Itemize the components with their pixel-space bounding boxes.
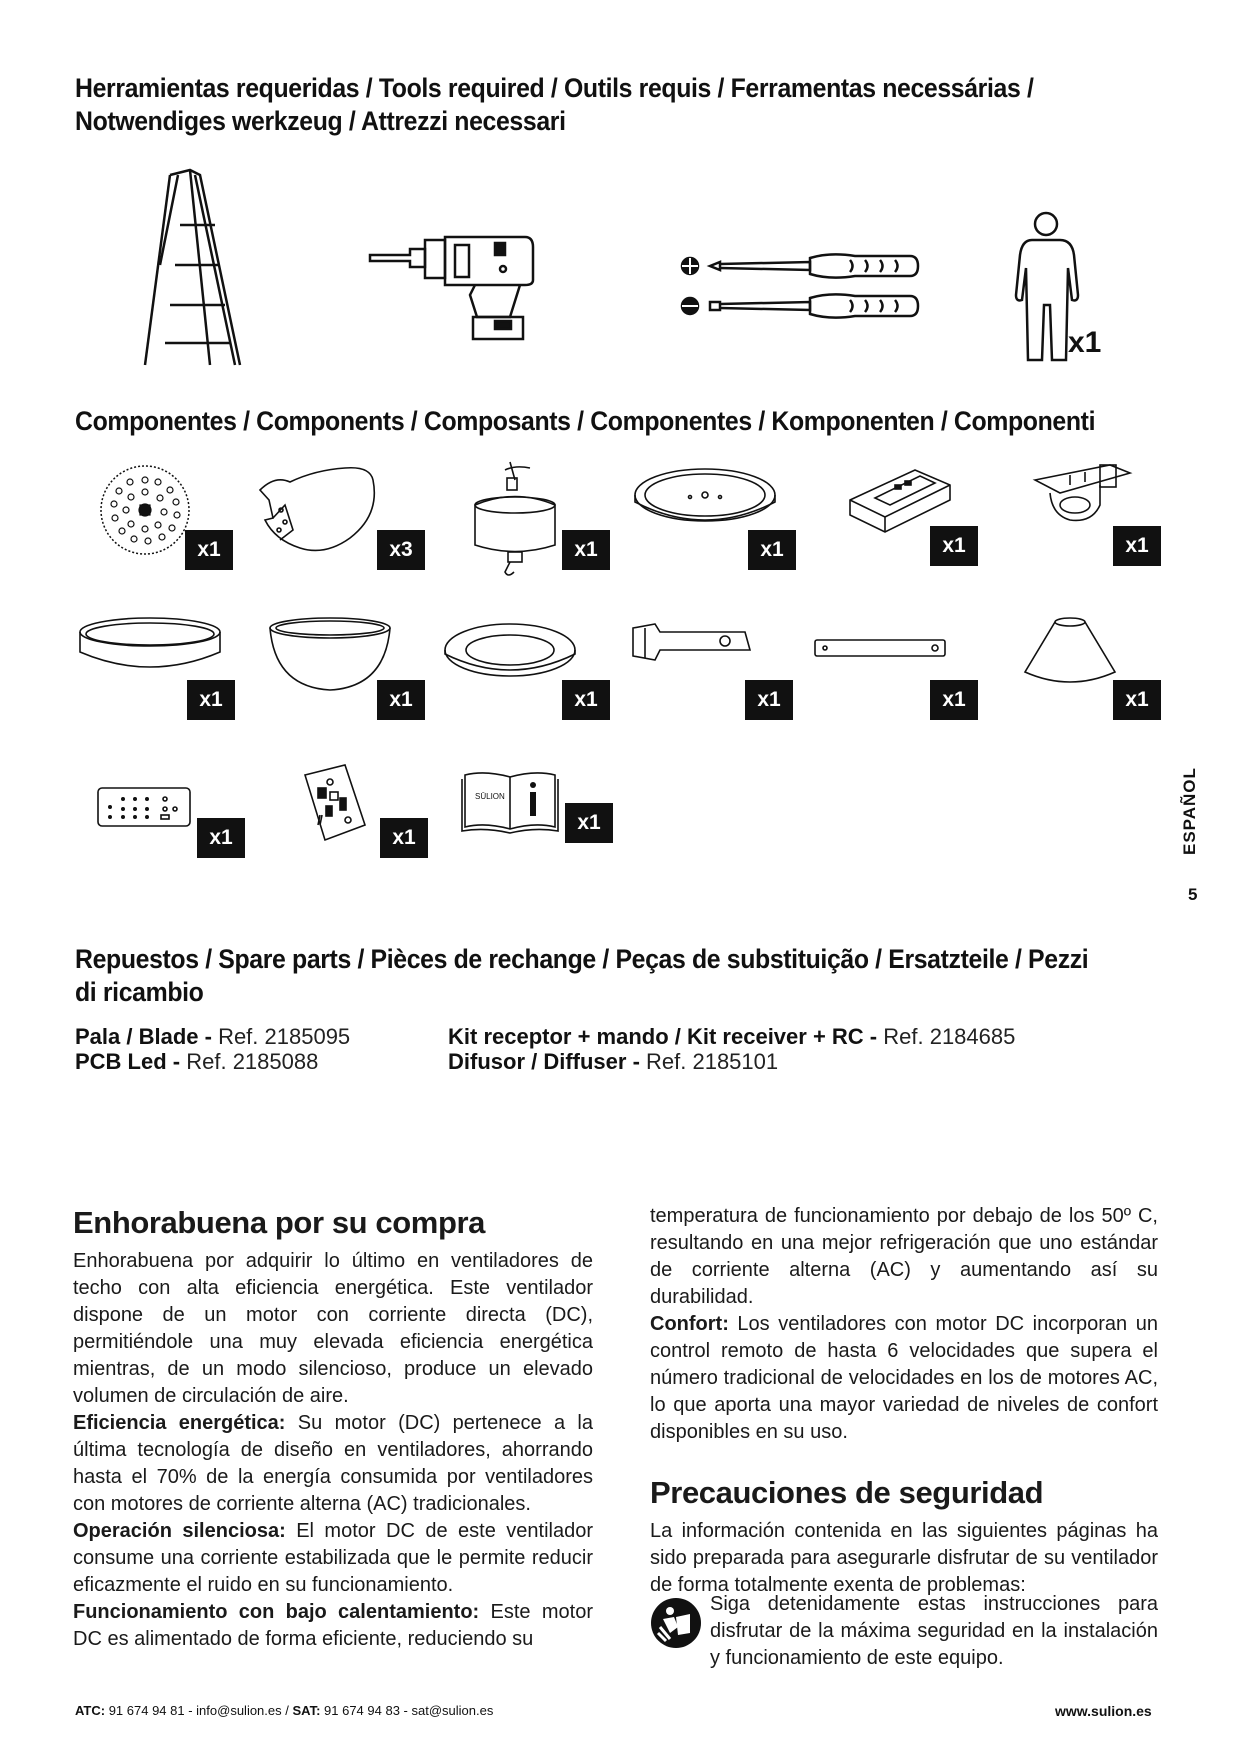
motor-icon bbox=[460, 460, 570, 580]
component-screws-bag bbox=[300, 760, 470, 872]
drill-icon bbox=[365, 225, 535, 345]
qty-badge: x1 bbox=[745, 680, 793, 720]
qty-badge: x1 bbox=[930, 526, 978, 566]
component-disc-plate bbox=[630, 460, 800, 572]
qty-badge: x1 bbox=[185, 530, 233, 570]
comfort-paragraph: Confort: Los ventiladores con motor DC incorporan un control remoto de hasta 6 velocidades que supera el número tradicional de velocidades en los de motores AC, lo que aporta una mayor variedad de niveles de confort disponibles en su uso. bbox=[650, 1313, 1158, 1443]
footer-website[interactable]: www.sulion.es bbox=[1055, 1703, 1152, 1719]
qty-badge: x1 bbox=[748, 530, 796, 570]
component-ring bbox=[75, 612, 245, 724]
intro-column bbox=[73, 1204, 593, 1653]
remote-control-icon bbox=[95, 785, 195, 830]
component-diffuser-bowl bbox=[265, 612, 435, 724]
diffuser-bowl-icon bbox=[265, 612, 395, 697]
component-mounting-bracket bbox=[1030, 455, 1200, 567]
spare-blade: Pala / Blade - Ref. 2185095 bbox=[75, 1024, 351, 1049]
qty-badge: x1 bbox=[187, 680, 235, 720]
safety-paragraph: La información contenida en las siguientes páginas ha sido preparada para asegurarle disfrutar de su ventilador de forma totalmente exenta de problemas: bbox=[650, 1520, 1158, 1596]
read-manual-icon bbox=[650, 1597, 702, 1649]
silent-paragraph: Operación silenciosa: El motor DC de este ventilador consume una corriente estabilizada que le permite reducir eficazmente el ruido en su funcionamiento. bbox=[73, 1520, 593, 1596]
disc-plate-icon bbox=[630, 460, 780, 540]
qty-badge: x1 bbox=[1113, 680, 1161, 720]
qty-badge: x1 bbox=[197, 818, 245, 858]
blade-icon bbox=[255, 460, 385, 560]
component-downrod-short bbox=[625, 620, 795, 732]
right-column bbox=[650, 1203, 1158, 1599]
qty-badge: x1 bbox=[930, 680, 978, 720]
component-led-pcb bbox=[100, 460, 270, 572]
language-tab: ESPAÑOL bbox=[1180, 767, 1199, 855]
component-remote-control bbox=[95, 785, 265, 897]
component-blade bbox=[255, 460, 425, 572]
intro-paragraph: Enhorabuena por adquirir lo último en ventiladores de techo con alta eficiencia energética. Este ventilador dispone de un motor con corriente directa (DC), permitiéndole una muy elevada eficiencia energética mientras, de un modo silencioso, produce un elevado volumen de circulación de aire. bbox=[73, 1250, 593, 1407]
downrod-short-icon bbox=[625, 620, 765, 680]
ring-icon bbox=[75, 612, 225, 682]
component-flat-ring bbox=[440, 620, 610, 732]
component-motor bbox=[460, 460, 630, 572]
canopy-icon bbox=[1020, 612, 1120, 687]
component-downrod-long bbox=[810, 630, 980, 742]
qty-badge: x1 bbox=[562, 680, 610, 720]
page-number: 5 bbox=[1188, 885, 1198, 904]
qty-badge: x3 bbox=[377, 530, 425, 570]
component-canopy bbox=[1020, 612, 1190, 724]
qty-badge: x1 bbox=[1113, 526, 1161, 566]
screwdrivers-icon bbox=[680, 250, 920, 325]
component-receiver bbox=[845, 460, 1015, 572]
footer-contact: ATC: 91 674 94 81 - info@sulion.es / SAT: 91 674 94 83 - sat@sulion.es bbox=[75, 1703, 494, 1718]
continued-paragraph: temperatura de funcionamiento por debajo de los 50º C, resultando en una mejor refrigeración que uno estándar de corriente alterna (AC) y aumentando así su durabilidad. bbox=[650, 1205, 1158, 1308]
qty-badge: x1 bbox=[377, 680, 425, 720]
intro-title: Enhorabuena por su compra bbox=[73, 1205, 486, 1240]
manual-brand-text: SŪLION bbox=[475, 792, 505, 801]
manual-icon bbox=[460, 765, 560, 835]
person-qty: x1 bbox=[1068, 326, 1102, 359]
spare-pcb-led: PCB Led - Ref. 2185088 bbox=[75, 1049, 319, 1074]
tools-heading: Herramientas requeridas / Tools required / Outils requis / Ferramentas necessárias / Notwendiges werkzeug / Attrezzi necessari bbox=[75, 73, 1034, 136]
spare-diffuser: Difusor / Diffuser - Ref. 2185101 bbox=[448, 1049, 779, 1074]
ladder-icon bbox=[140, 165, 250, 370]
downrod-long-icon bbox=[810, 630, 950, 670]
qty-badge: x1 bbox=[380, 818, 428, 858]
screws-bag-icon bbox=[300, 760, 370, 845]
safety-title: Precauciones de seguridad bbox=[650, 1475, 1044, 1510]
component-manual bbox=[460, 765, 630, 877]
components-heading: Componentes / Components / Composants / Componentes / Komponenten / Componenti bbox=[75, 406, 1096, 436]
flat-ring-icon bbox=[440, 620, 580, 690]
heat-paragraph: Funcionamiento con bajo calentamiento: Este motor DC es alimentado de forma eficiente, reduciendo su bbox=[73, 1601, 593, 1650]
qty-badge: x1 bbox=[565, 803, 613, 843]
spares-heading: Repuestos / Spare parts / Pièces de rechange / Peças de substituição / Ersatzteile / Pezzi di ricambio bbox=[75, 944, 1089, 1007]
qty-badge: x1 bbox=[562, 530, 610, 570]
safety-notice: Siga detenidamente estas instrucciones para disfrutar de la máxima seguridad en la instalación y funcionamiento de este equipo. bbox=[710, 1593, 1158, 1669]
efficiency-paragraph: Eficiencia energética: Su motor (DC) pertenece a la última tecnología de diseño en ventiladores, ahorrando hasta el 70% de la energía consumida por ventiladores con motores de corriente alterna (AC) tradicionales. bbox=[73, 1412, 593, 1515]
spare-receiver-kit: Kit receptor + mando / Kit receiver + RC - Ref. 2184685 bbox=[448, 1024, 1016, 1049]
